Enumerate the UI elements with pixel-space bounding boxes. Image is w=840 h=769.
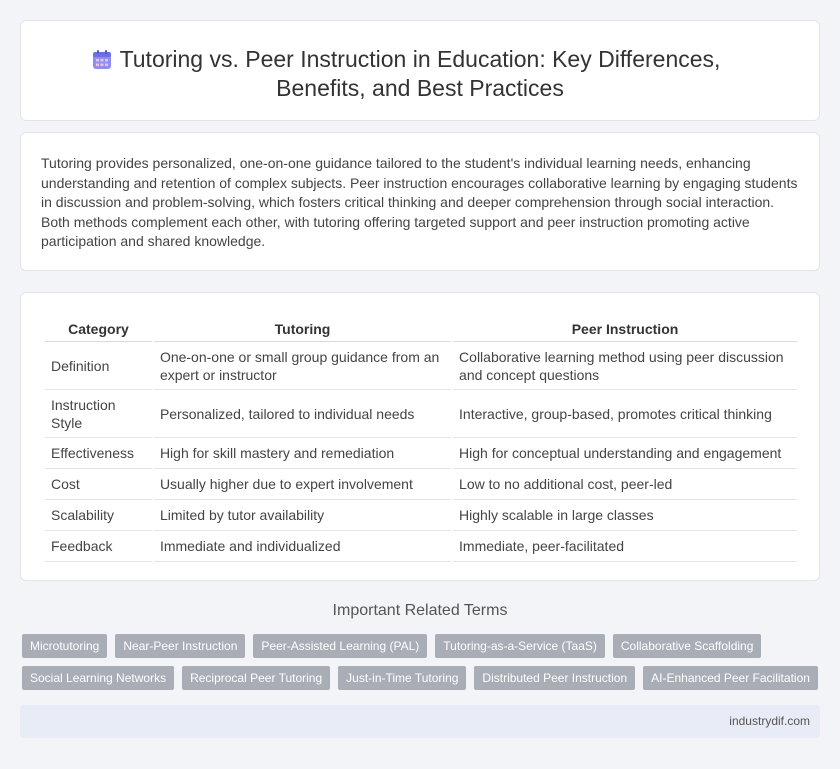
related-term-tag[interactable]: Reciprocal Peer Tutoring — [182, 666, 330, 690]
row-peer-instruction: Low to no additional cost, peer-led — [453, 469, 797, 500]
table-row — [45, 469, 797, 500]
row-category: Definition — [45, 342, 152, 390]
row-tutoring: One-on-one or small group guidance from an expert or instructor — [154, 342, 451, 390]
intro-card — [20, 132, 820, 271]
table-row — [45, 500, 797, 531]
header-category: Category — [45, 313, 152, 342]
row-tutoring: Usually higher due to expert involvement — [154, 469, 451, 500]
row-tutoring: Immediate and individualized — [154, 531, 451, 562]
row-peer-instruction: Collaborative learning method using peer discussion and concept questions — [453, 342, 797, 390]
header-peer-instruction: Peer Instruction — [453, 313, 797, 342]
related-term-tag[interactable]: Tutoring-as-a-Service (TaaS) — [435, 634, 605, 658]
related-term-tag[interactable]: Microtutoring — [22, 634, 107, 658]
intro-paragraph: Tutoring provides personalized, one-on-one guidance tailored to the student's individual learning needs, enhancing understanding and retention of complex subjects. Peer instruction encourages collaborative learning by engaging students in discussion and problem-solving, which fosters critical thinking and deeper comprehension through social interaction. Both methods complement each other, with tutoring offering targeted support and peer instruction promoting active participation and shared knowledge. — [41, 155, 798, 249]
related-term-tag[interactable]: Collaborative Scaffolding — [613, 634, 762, 658]
comparison-card — [20, 292, 820, 581]
row-tutoring: Limited by tutor availability — [154, 500, 451, 531]
footer — [20, 705, 820, 738]
related-term-tag[interactable]: Peer-Assisted Learning (PAL) — [253, 634, 427, 658]
row-peer-instruction: Interactive, group-based, promotes critical thinking — [453, 390, 797, 438]
table-row — [45, 342, 797, 390]
comparison-table — [43, 313, 799, 562]
page-title-line-1: Tutoring vs. Peer Instruction in Education: Key Differences, — [119, 46, 721, 72]
title-card — [20, 20, 820, 121]
header-tutoring: Tutoring — [154, 313, 451, 342]
page-title-line-2: Benefits, and Best Practices — [276, 75, 564, 101]
related-term-tag[interactable]: Just-in-Time Tutoring — [338, 666, 466, 690]
row-peer-instruction: Highly scalable in large classes — [453, 500, 797, 531]
row-category: Instruction Style — [45, 390, 152, 438]
page-title — [21, 45, 819, 103]
row-peer-instruction: High for conceptual understanding and engagement — [453, 438, 797, 469]
row-tutoring: Personalized, tailored to individual needs — [154, 390, 451, 438]
row-peer-instruction: Immediate, peer-facilitated — [453, 531, 797, 562]
related-terms-list — [22, 634, 818, 690]
table-row — [45, 531, 797, 562]
row-category: Feedback — [45, 531, 152, 562]
row-category: Cost — [45, 469, 152, 500]
related-term-tag[interactable]: Near-Peer Instruction — [115, 634, 245, 658]
table-row — [45, 390, 797, 438]
table-header-row — [45, 313, 797, 342]
related-term-tag[interactable]: AI-Enhanced Peer Facilitation — [643, 666, 818, 690]
footer-site-link[interactable]: industrydif.com — [729, 714, 810, 728]
row-category: Effectiveness — [45, 438, 152, 469]
table-row — [45, 438, 797, 469]
related-terms-title: Important Related Terms — [332, 602, 508, 619]
row-tutoring: High for skill mastery and remediation — [154, 438, 451, 469]
row-category: Scalability — [45, 500, 152, 531]
related-term-tag[interactable]: Distributed Peer Instruction — [474, 666, 635, 690]
related-term-tag[interactable]: Social Learning Networks — [22, 666, 174, 690]
